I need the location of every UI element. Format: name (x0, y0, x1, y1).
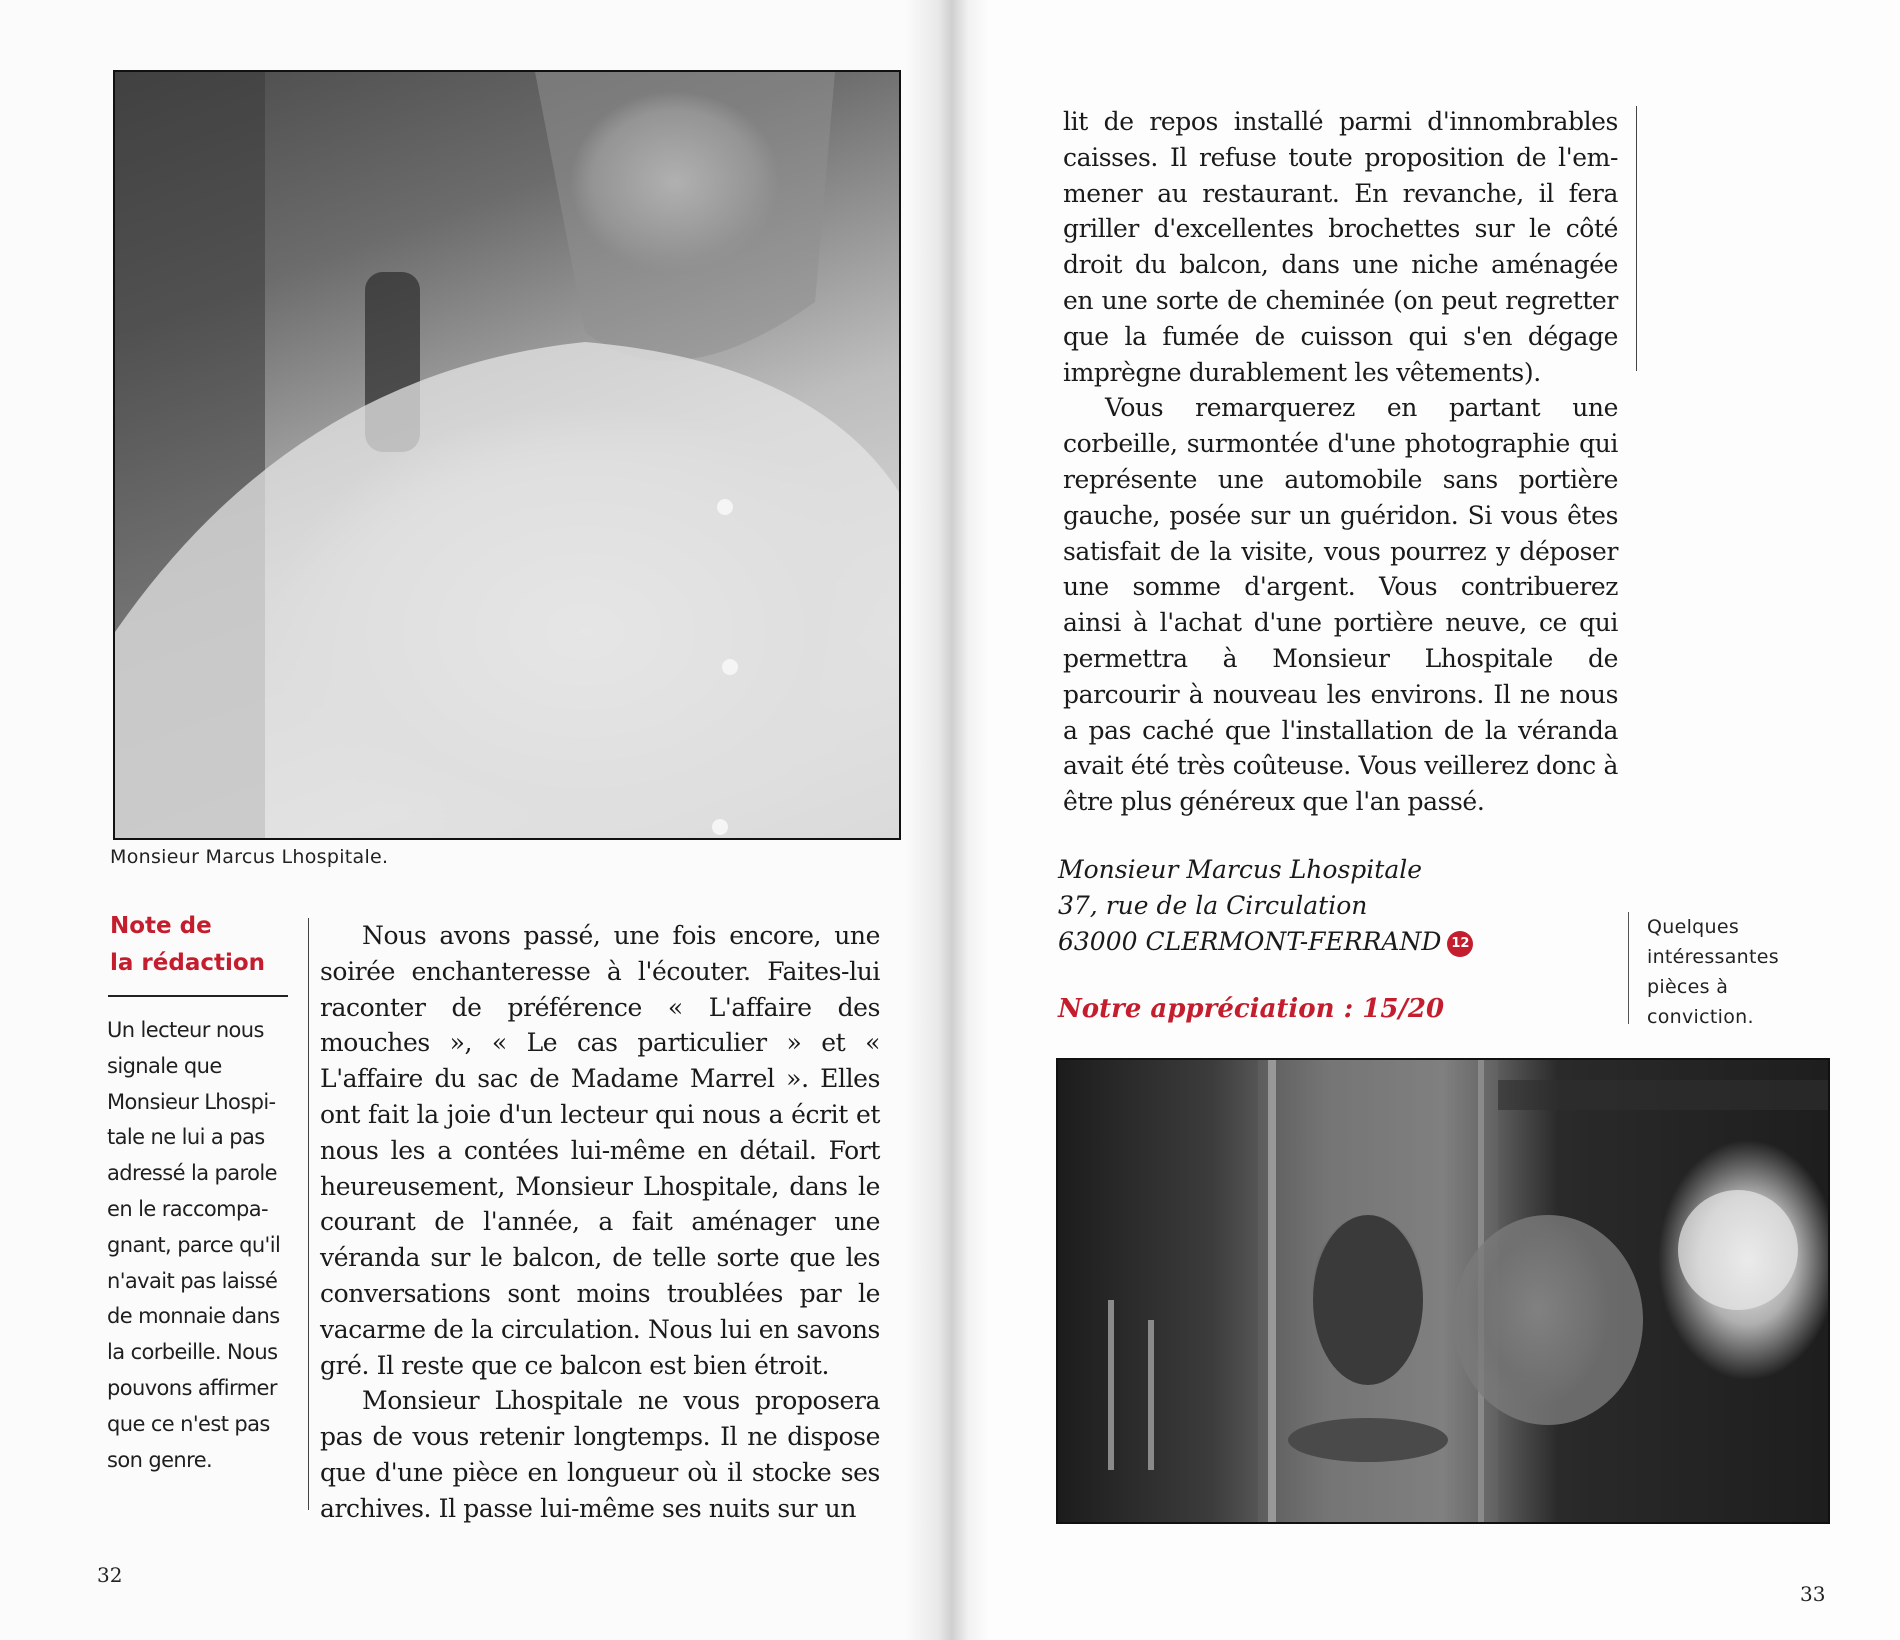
right-body-text (1063, 104, 1618, 820)
sidebar-text: Un lecteur nous signale que Monsieur Lhospi-tale ne lui a pas adressé la parole en le raccompa-gnant, parce qu'il n'avait pas laissé de monnaie dans la corbeille. Nous pouvons affirmer que ce n'est pas son genre. (107, 1018, 281, 1472)
column-rule-right (1636, 106, 1637, 371)
page-number-right: 33 (1800, 1582, 1826, 1606)
sidebar-title-line2: la rédaction (110, 950, 266, 976)
address-city-line (1058, 924, 1578, 960)
address-name: Monsieur Marcus Lhospitale (1058, 855, 1423, 884)
portrait-photo (113, 70, 901, 840)
right-paragraph-2: Vous remarquerez en partant une corbeille, surmontée d'une photographie qui représente une automobile sans portière gauche, posée sur un guéridon. Si vous êtes satisfait de la visite, vous pourrez y déposer une somme d'argent. Vous contribuerez ainsi à l'achat d'une portière neuve, ce qui permettra à Monsieur Lhospitale de parcourir à nouveau les environs. Il ne nous a pas caché que l'installation de la véranda avait été très coûteuse. Vous veillerez donc à être plus généreux que l'an passé. (1063, 393, 1618, 817)
side-caption: Quelques intéressantes pièces à conviction. (1647, 916, 1779, 1028)
left-paragraph-1: Nous avons passé, une fois encore, une soirée enchanteresse à l'écouter. Faites-lui raconter de préférence « L'affaire des mouches », « Le cas particulier » et « L'affaire du sac de Madame Marrel ». Elles ont fait la joie d'un lecteur qui nous a écrit et nous les a contées lui-même en détail. Fort heureusement, Monsieur Lhospitale, dans le courant de l'année, a fait aménager une véranda sur le balcon, de telle sorte que les conversations sont moins troublées par le vacarme de la circulation. Nous lui en savons gré. Il reste que ce balcon est bien étroit. (320, 921, 880, 1380)
book-gutter (905, 0, 990, 1640)
address-street: 37, rue de la Circulation (1058, 891, 1368, 920)
address-number-badge: 12 (1447, 931, 1473, 957)
objects-photo (1056, 1058, 1830, 1524)
left-paragraph-2: Monsieur Lhospitale ne vous proposera pas de vous retenir longtemps. Il ne dispose que d'une pièce en longueur où il stocke ses archives. Il passe lui-même ses nuits sur un (320, 1386, 880, 1523)
portrait-caption: Monsieur Marcus Lhospitale. (110, 846, 389, 868)
sidebar-divider (108, 995, 288, 997)
left-body-text (320, 918, 880, 1527)
page-number-left: 32 (97, 1563, 123, 1587)
address-block (1058, 852, 1578, 960)
rating: Notre appréciation : 15/20 (1058, 994, 1445, 1024)
sidebar-title-line1: Note de (110, 913, 212, 939)
column-rule-left (308, 918, 309, 1510)
side-caption-rule (1628, 912, 1629, 1024)
sidebar-title (110, 908, 290, 982)
address-city: 63000 CLERMONT-FERRAND (1058, 927, 1442, 956)
right-paragraph-1: lit de repos installé parmi d'innombrables caisses. Il refuse toute proposition de l'em-mener au restaurant. En revanche, il fera griller d'excellentes brochettes sur le côté droit du balcon, dans une niche aménagée en une sorte de cheminée (on peut regretter que la fumée de cuisson qui s'en dégage imprègne durablement les vêtements). (1063, 107, 1618, 387)
